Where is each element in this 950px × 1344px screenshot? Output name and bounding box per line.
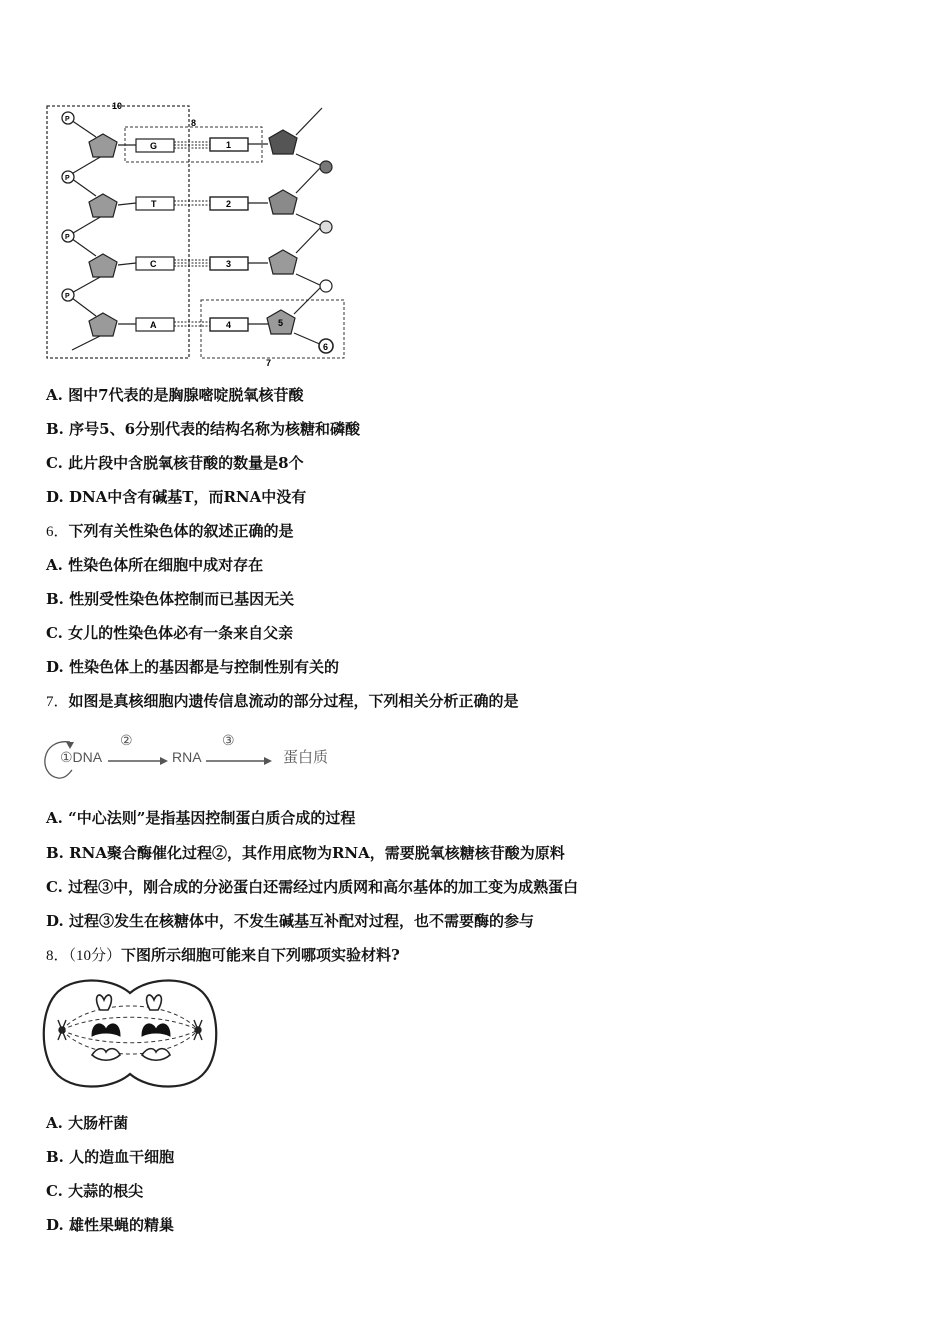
flow-dna: ①DNA xyxy=(60,749,103,765)
q6-stem xyxy=(46,521,294,542)
deoxyribose-icon xyxy=(89,194,117,217)
phosphate-icon xyxy=(320,221,332,233)
q8-option-a[interactable] xyxy=(46,1113,128,1133)
option-letter: B. xyxy=(46,844,64,862)
option-text: 序号5、6分别代表的结构名称为核糖和磷酸 xyxy=(69,420,361,438)
q7-option-c[interactable] xyxy=(46,877,578,897)
option-letter: B. xyxy=(46,1148,64,1166)
arrowhead-icon xyxy=(160,757,168,765)
q8-option-d[interactable] xyxy=(46,1215,174,1235)
option-letter: C. xyxy=(46,878,63,896)
label-6: 6 xyxy=(323,342,329,352)
option-text: 此片段中含脱氧核苷酸的数量是8个 xyxy=(68,454,304,472)
flow-protein: 蛋白质 xyxy=(283,749,329,766)
option-letter: D. xyxy=(46,912,64,930)
q5-option-a[interactable] xyxy=(46,385,304,405)
option-letter: A. xyxy=(46,809,63,827)
label-8: 8 xyxy=(191,118,197,128)
option-text: DNA中含有碱基T，而RNA中没有 xyxy=(68,488,307,506)
option-letter: C. xyxy=(46,624,63,642)
question-text: 下列有关性染色体的叙述正确的是 xyxy=(68,522,294,540)
option-letter: A. xyxy=(46,386,63,404)
arrowhead-icon xyxy=(264,757,272,765)
option-text: 过程③发生在核糖体中，不发生碱基互补配对过程，也不需要酶的参与 xyxy=(68,912,534,930)
base-g: G xyxy=(150,141,158,151)
option-text: 女儿的性染色体必有一条来自父亲 xyxy=(68,624,294,642)
base-4: 4 xyxy=(226,320,232,330)
option-text: “中心法则”是指基因控制蛋白质合成的过程 xyxy=(68,809,356,827)
option-text: 过程③中，刚合成的分泌蛋白还需经过内质网和高尔基体的加工变为成熟蛋白 xyxy=(68,878,579,896)
left-bases xyxy=(136,139,174,331)
deoxyribose-icon xyxy=(269,190,297,214)
option-letter: D. xyxy=(46,1216,64,1234)
right-sugars xyxy=(267,130,297,334)
deoxyribose-icon xyxy=(269,130,297,154)
option-text: RNA聚合酶催化过程②，其作用底物为RNA，需要脱氧核糖核苷酸为原料 xyxy=(69,844,565,862)
base-t: T xyxy=(151,199,157,209)
flow-step3-mark: ③ xyxy=(222,732,235,748)
deoxyribose-icon xyxy=(269,250,297,274)
q8-stem xyxy=(46,945,400,966)
q6-option-d[interactable] xyxy=(46,657,339,677)
gene-expression-flow-figure xyxy=(40,726,350,786)
hydrogen-bonds xyxy=(174,142,210,326)
option-letter: D. xyxy=(46,658,64,676)
option-text: 性别受性染色体控制而已基因无关 xyxy=(69,590,295,608)
q7-option-b[interactable] xyxy=(46,843,565,863)
q7-option-a[interactable] xyxy=(46,808,355,828)
option-letter: A. xyxy=(46,556,63,574)
flow-rna: RNA xyxy=(172,749,202,765)
flow-step2-mark: ② xyxy=(120,732,133,748)
question-number: 6． xyxy=(46,524,69,540)
option-text: 大肠杆菌 xyxy=(68,1114,129,1132)
deoxyribose-icon xyxy=(89,134,117,157)
left-phosphates xyxy=(62,112,74,301)
label-10: 10 xyxy=(112,101,123,111)
base-c: C xyxy=(150,259,157,269)
q5-option-d[interactable] xyxy=(46,487,306,507)
right-phosphates xyxy=(319,161,333,353)
left-sugars xyxy=(89,134,117,336)
question-text: 如图是真核细胞内遗传信息流动的部分过程，下列相关分析正确的是 xyxy=(68,692,519,710)
q8-option-b[interactable] xyxy=(46,1147,174,1167)
phosphate-label: P xyxy=(65,234,70,241)
q8-option-c[interactable] xyxy=(46,1181,143,1201)
deoxyribose-icon xyxy=(89,313,117,336)
question-points: （10分） xyxy=(68,948,122,964)
base-1: 1 xyxy=(226,140,232,150)
option-text: 大蒜的根尖 xyxy=(68,1182,144,1200)
option-letter: B. xyxy=(46,590,64,608)
base-3: 3 xyxy=(226,259,232,269)
label-7: 7 xyxy=(266,358,272,368)
q6-option-a[interactable] xyxy=(46,555,263,575)
option-text: 性染色体所在细胞中成对存在 xyxy=(68,556,264,574)
deoxyribose-icon xyxy=(89,254,117,277)
phosphate-label: P xyxy=(65,293,70,300)
right-bases xyxy=(210,138,248,331)
option-letter: C. xyxy=(46,454,63,472)
option-letter: B. xyxy=(46,420,64,438)
option-text: 人的造血干细胞 xyxy=(69,1148,175,1166)
option-text: 图中7代表的是胸腺嘧啶脱氧核苷酸 xyxy=(68,386,304,404)
question-number: 7． xyxy=(46,694,69,710)
phosphate-label: P xyxy=(65,175,70,182)
phosphate-icon xyxy=(320,161,332,173)
base-a: A xyxy=(150,320,157,330)
option-letter: D. xyxy=(46,488,64,506)
dna-structure-figure xyxy=(40,98,360,368)
option-text: 雄性果蝇的精巢 xyxy=(68,1216,174,1234)
base-2: 2 xyxy=(226,199,232,209)
question-text: 下图所示细胞可能来自下列哪项实验材料? xyxy=(121,946,400,964)
phosphate-label: P xyxy=(65,116,70,123)
label-5: 5 xyxy=(278,318,284,328)
q5-option-c[interactable] xyxy=(46,453,304,473)
q5-option-b[interactable] xyxy=(46,419,360,439)
q6-option-c[interactable] xyxy=(46,623,293,643)
q7-option-d[interactable] xyxy=(46,911,534,931)
cell-division-figure xyxy=(42,976,218,1090)
question-number: 8． xyxy=(46,948,69,964)
q6-option-b[interactable] xyxy=(46,589,294,609)
phosphate-icon xyxy=(320,280,332,292)
option-text: 性染色体上的基因都是与控制性别有关的 xyxy=(68,658,339,676)
option-letter: A. xyxy=(46,1114,63,1132)
option-letter: C. xyxy=(46,1182,63,1200)
arrowhead-icon xyxy=(66,742,74,749)
q7-stem xyxy=(46,691,519,712)
